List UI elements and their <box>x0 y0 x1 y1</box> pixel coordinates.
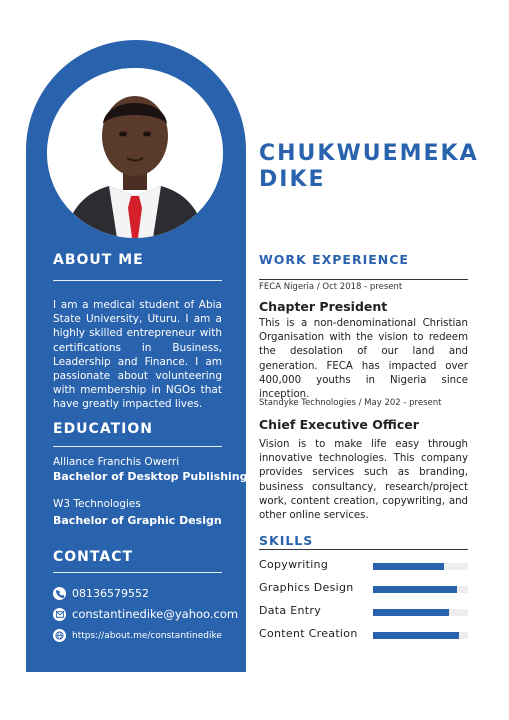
skill-bar-fill <box>373 609 449 616</box>
skill-bar-fill <box>373 586 457 593</box>
education-school: Alliance Franchis Owerri <box>53 456 180 468</box>
email-icon <box>53 608 66 621</box>
skills-divider <box>259 549 468 550</box>
skill-label: Data Entry <box>259 604 322 617</box>
work-heading: WORK EXPERIENCE <box>259 252 409 267</box>
skill-bar-fill <box>373 632 459 639</box>
name-first: CHUKWUEMEKA <box>259 141 479 166</box>
education-school: W3 Technologies <box>53 498 141 510</box>
job-title: Chief Executive Officer <box>259 417 419 432</box>
job-company-date: Standyke Technologies / May 202 - present <box>259 398 442 408</box>
skill-bar-track <box>373 563 468 570</box>
skill-label: Graphics Design <box>259 581 354 594</box>
person-name <box>259 141 479 193</box>
contact-email[interactable] <box>53 607 238 621</box>
profile-photo <box>47 68 223 238</box>
phone-icon <box>53 587 66 600</box>
about-heading: ABOUT ME <box>53 252 144 268</box>
website-link: https://about.me/constantinedike <box>72 630 222 641</box>
contact-heading: CONTACT <box>53 549 134 565</box>
email-address: constantinedike@yahoo.com <box>72 607 239 621</box>
contact-phone[interactable] <box>53 587 149 600</box>
contact-website[interactable] <box>53 629 222 642</box>
education-divider <box>53 446 222 447</box>
skills-heading: SKILLS <box>259 533 314 548</box>
education-heading: EDUCATION <box>53 421 153 437</box>
phone-number: 08136579552 <box>72 587 149 600</box>
globe-icon <box>53 629 66 642</box>
work-divider <box>259 279 468 280</box>
name-last: DIKE <box>259 167 326 192</box>
skill-label: Content Creation <box>259 627 358 640</box>
skill-label: Copywriting <box>259 558 329 571</box>
skill-bar-track <box>373 609 468 616</box>
about-text: I am a medical student of Abia State University, Uturu. I am a highly skilled entrepreneur with certifications in Business, Leadership and Finance. I am passionate about volunteering with membership in NGOs that have greatly impacted lives. <box>53 299 222 411</box>
contact-divider <box>53 572 222 573</box>
skill-bar-fill <box>373 563 444 570</box>
skill-bar-track <box>373 586 468 593</box>
job-title: Chapter President <box>259 299 388 314</box>
job-description: Vision is to make life easy through innovative technologies. This company provides services such as branding, business consultancy, research/project work, content creation, copywriting, and other online services. <box>259 439 468 522</box>
job-company-date: FECA Nigeria / Oct 2018 - present <box>259 282 403 292</box>
job-description: This is a non-denominational Christian Organisation with the vision to redeem the desolation of our land and generation. FECA has impacted over 400,000 youths in Nigeria since inception. <box>259 318 468 401</box>
about-divider <box>53 280 222 281</box>
education-degree: Bachelor of Desktop Publishing <box>53 470 248 483</box>
skill-bar-track <box>373 632 468 639</box>
education-degree: Bachelor of Graphic Design <box>53 514 222 527</box>
